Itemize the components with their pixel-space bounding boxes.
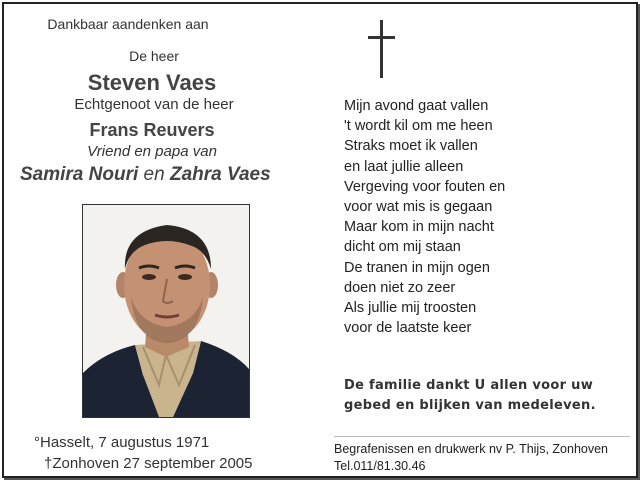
card-left-panel <box>4 4 324 476</box>
printer-phone: Tel.011/81.30.46 <box>334 459 426 473</box>
death-date: †Zonhoven 27 september 2005 <box>44 455 253 472</box>
poem-line: en laat jullie alleen <box>344 158 464 175</box>
spouse-line: Echtgenoot van de heer <box>74 96 234 113</box>
poem-line: Mijn avond gaat vallen <box>344 98 489 114</box>
thanks-line-2: gebed en blijken van medeleven. <box>344 398 596 413</box>
relation-line: Vriend en papa van <box>87 143 217 160</box>
memorial-card <box>2 2 638 478</box>
poem-line: voor wat mis is gegaan <box>344 199 493 216</box>
thanks-line-1: De familie dankt U allen voor uw <box>344 378 594 393</box>
deceased-name: Steven Vaes <box>87 70 217 95</box>
printer-footer <box>334 436 630 475</box>
poem-line: Als jullie mij troosten <box>344 300 477 317</box>
children-names <box>20 164 320 186</box>
family-thanks <box>344 376 634 416</box>
poem-line: doen niet zo zeer <box>344 279 456 296</box>
poem-line: De tranen in mijn ogen <box>344 259 490 276</box>
birth-date: °Hasselt, 7 augustus 1971 <box>34 434 210 451</box>
child-name-2: Zahra Vaes <box>169 164 271 185</box>
poem-line: Vergeving voor fouten en <box>344 178 506 195</box>
poem-line: dicht om mij staan <box>344 239 461 256</box>
poem-line: voor de laatste keer <box>344 320 472 337</box>
poem-line: Straks moet ik vallen <box>344 138 478 155</box>
poem-line: Maar kom in mijn nacht <box>344 219 494 236</box>
portrait-photo <box>82 204 250 418</box>
poem <box>344 96 505 338</box>
latin-cross-icon <box>367 20 397 85</box>
card-right-panel <box>324 4 636 476</box>
printer-name: Begrafenissen en drukwerk nv P. Thijs, Zonhoven <box>334 442 608 456</box>
children-conjunction: en <box>143 164 165 185</box>
spouse-name: Frans Reuvers <box>89 120 215 140</box>
title-line: De heer <box>129 48 179 64</box>
intro-line: Dankbaar aandenken aan <box>47 16 209 32</box>
child-name-1: Samira Nouri <box>20 164 139 185</box>
poem-line: 't wordt kil om me heen <box>344 118 493 135</box>
